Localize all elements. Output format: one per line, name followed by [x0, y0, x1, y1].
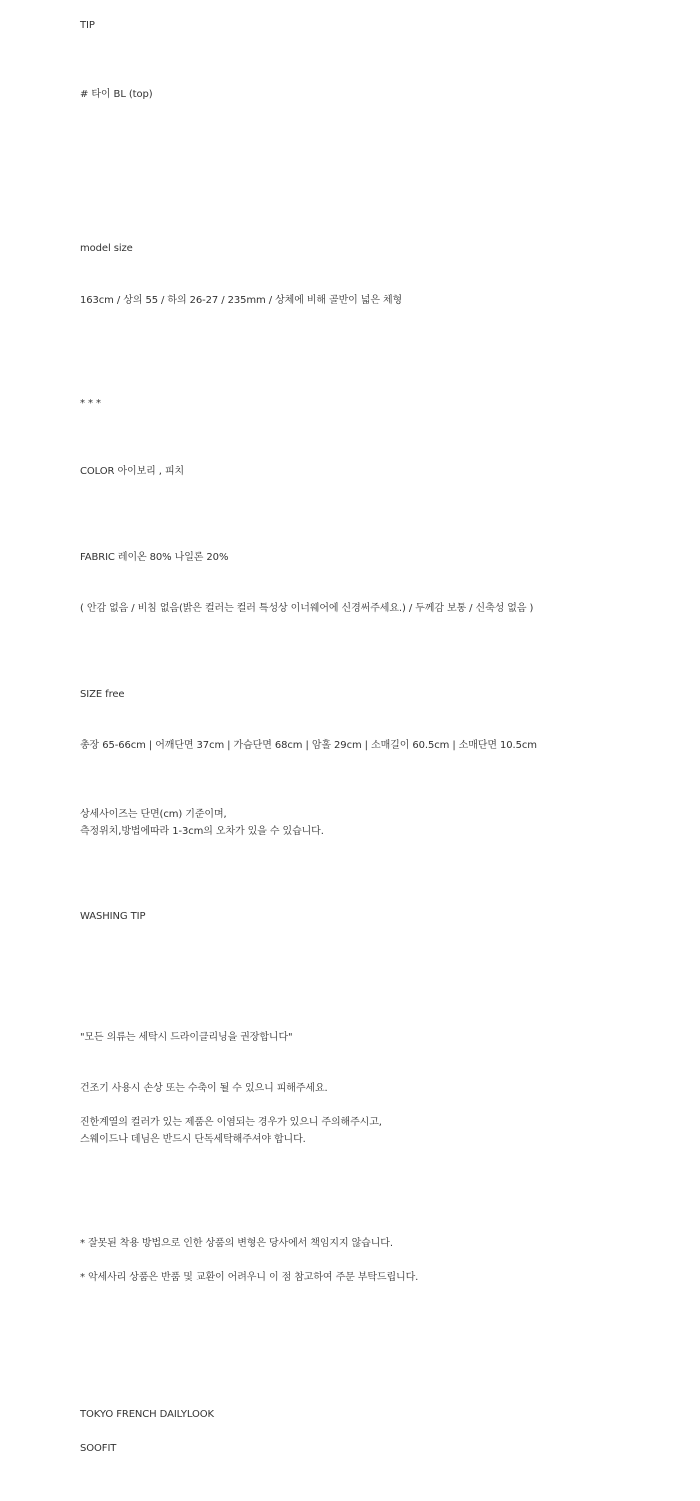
size-info: SIZE free [80, 689, 125, 700]
footer-tagline: TOKYO FRENCH DAILYLOOK [80, 1409, 214, 1420]
model-size-label: model size [80, 243, 133, 254]
color-info: COLOR 아이보리 , 피치 [80, 466, 185, 477]
footer-brand: SOOFIT [80, 1443, 117, 1454]
model-size-details: 163cm / 상의 55 / 하의 26-27 / 235mm / 상체에 비해 골반이 넓은 체형 [80, 295, 403, 306]
washing-tip-title: WASHING TIP [80, 911, 146, 922]
dryer-warning: 건조기 사용시 손상 또는 수축이 될 수 있으니 피해주세요. [80, 1083, 328, 1094]
tip-label: TIP [80, 20, 95, 31]
product-tag: # 타이 BL (top) [80, 89, 153, 100]
washing-quote: "모든 의류는 세탁시 드라이클리닝을 권장합니다" [80, 1032, 293, 1043]
size-note-line2: 측정위치,방법에따라 1-3cm의 오차가 있을 수 있습니다. [80, 826, 324, 837]
notice-item-accessories: * 악세사리 상품은 반품 및 교환이 어려우니 이 점 참고하여 주문 부탁드립니다. [80, 1272, 419, 1283]
dark-color-warning-line1: 진한계열의 컬러가 있는 제품은 이염되는 경우가 있으니 주의해주시고, [80, 1117, 382, 1128]
dark-color-warning-line2: 스웨이드나 데님은 반드시 단독세탁해주셔야 합니다. [80, 1134, 306, 1145]
fabric-note: ( 안감 없음 / 비침 없음(밝은 컬러는 컬러 특성상 이너웨어에 신경써주세요.) / 두께감 보통 / 신축성 없음 ) [80, 603, 534, 614]
fabric-info: FABRIC 레이온 80% 나일론 20% [80, 552, 229, 563]
size-note-line1: 상세사이즈는 단면(cm) 기준이며, [80, 809, 227, 820]
size-measurements: 총장 65-66cm | 어깨단면 37cm | 가슴단면 68cm | 암홀 29cm | 소매길이 60.5cm | 소매단면 10.5cm [80, 740, 537, 751]
notice-item-deformation: * 잘못된 착용 방법으로 인한 상품의 변형은 당사에서 책임지지 않습니다. [80, 1238, 393, 1249]
section-divider: * * * [80, 398, 101, 409]
